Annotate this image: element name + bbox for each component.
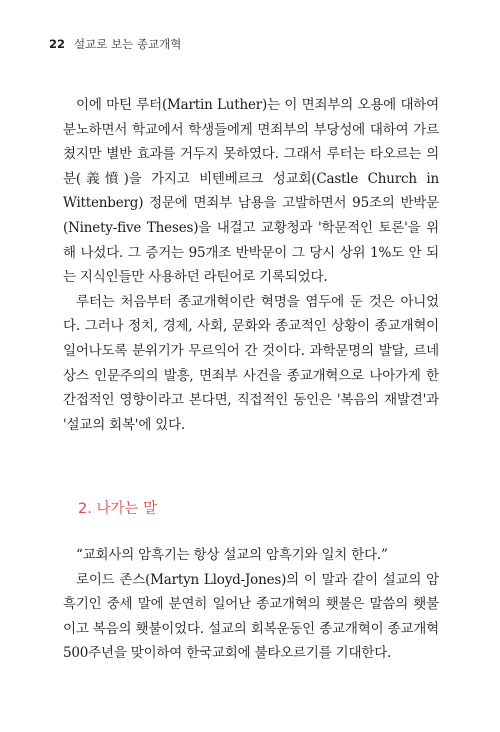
section-heading: 2. 나가는 말 <box>78 501 158 517</box>
body-paragraph-1: 이에 마틴 루터(Martin Luther)는 이 면죄부의 오용에 대하여 분노하면서 학교에서 학생들에게 면죄부의 부당성에 대하여 가르쳤지만 별반 효과를 거두지 못하였다. 그래서 루터는 타오르는 의분(義憤)을 가지고 비텐베르크 성교회(Castle Church in Wittenberg) 정문에 면죄부 남용을 고발하면서 95조의 반박문(Ninety-five Theses)을 내걸고 교황청과 '학문적인 토론'을 위해 나섰다. 그 증거는 95개조 반박문이 그 당시 상위 1%도 안 되는 지식인들만 사용하던 라틴어로 기록되었다. <box>63 97 439 286</box>
closing-text <box>63 543 439 666</box>
closing-quote: “교회사의 암흑기는 항상 설교의 암흑기와 일치 한다.” <box>76 547 388 563</box>
page-number: 22 <box>49 37 66 51</box>
running-title: 설교로 보는 종교개혁 <box>74 37 182 51</box>
body-text <box>63 93 439 437</box>
body-paragraph-2: 루터는 처음부터 종교개혁이란 혁명을 염두에 둔 것은 아니었다. 그러나 정치, 경제, 사회, 문화와 종교적인 상황이 종교개혁이 일어나도록 분위기가 무르익어 간 것이다. 과학문명의 발달, 르네상스 인문주의의 발흥, 면죄부 사건을 종교개혁으로 나아가게 한 간접적인 영향이라고 본다면, 직접적인 동인은 '복음의 재발견'과 '설교의 회복'에 있다. <box>63 293 439 433</box>
closing-paragraph: 로이드 존스(Martyn Lloyd-Jones)의 이 말과 같이 설교의 암흑기인 중세 말에 분연히 일어난 종교개혁의 횃불은 말씀의 횃불이고 복음의 횃불이었다. 설교의 회복운동인 종교개혁이 종교개혁 500주년을 맞이하여 한국교회에 불타오르기를 기대한다. <box>63 571 439 662</box>
running-head <box>49 36 181 52</box>
